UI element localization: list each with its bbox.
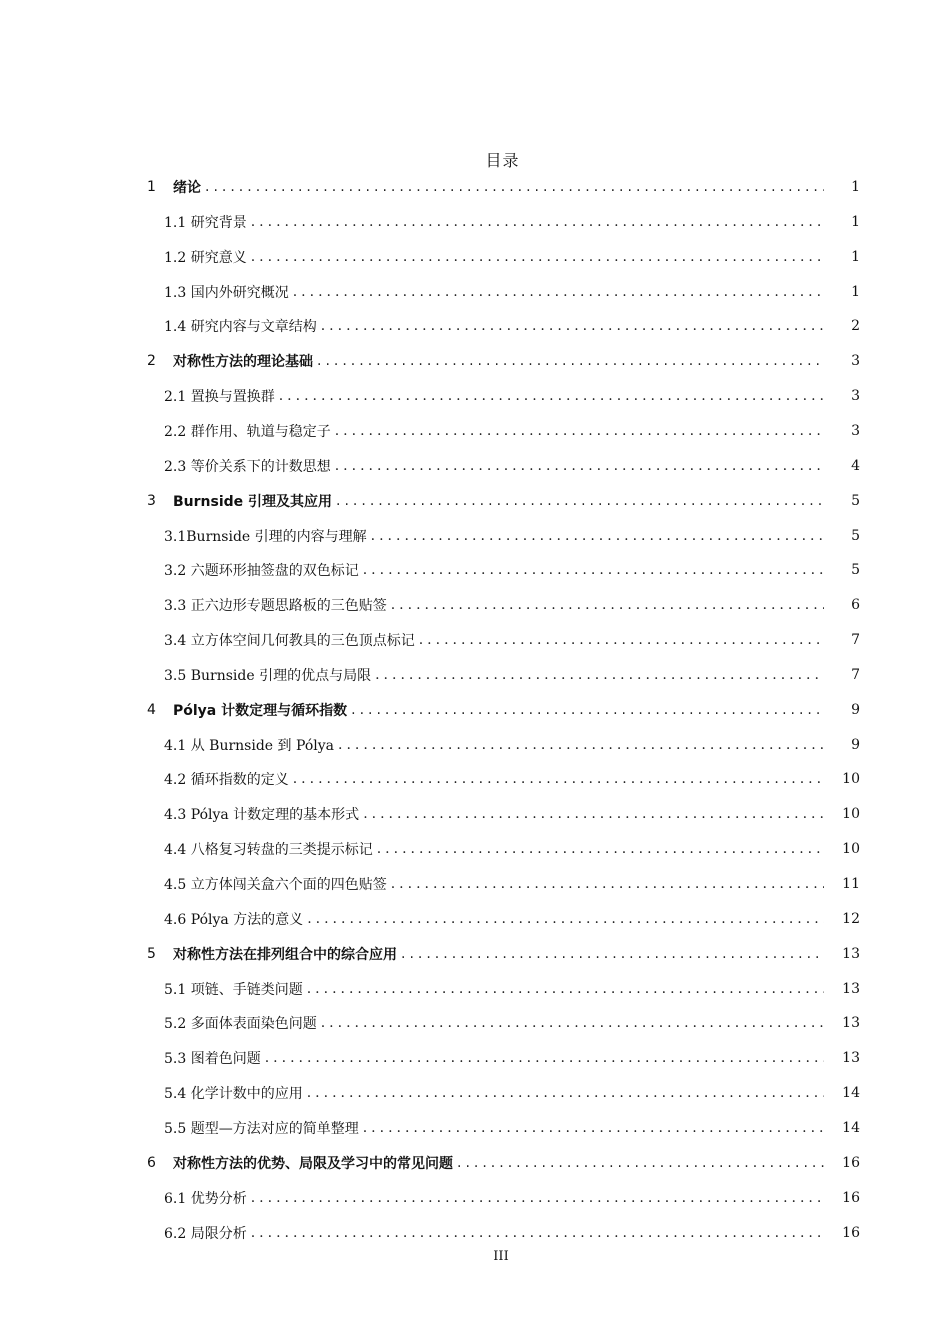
- toc-dot-leader: [251, 214, 828, 230]
- toc-dot-leader: [251, 1225, 828, 1241]
- toc-entry-line: [173, 484, 832, 518]
- toc-dot-leader: [338, 737, 828, 753]
- toc-entry-label: Pólya 计数定理与循环指数: [173, 702, 348, 719]
- toc-dot-leader: [351, 702, 828, 718]
- toc-section-entry: [0, 1111, 950, 1145]
- toc-page-number: 9: [824, 693, 860, 727]
- toc-section-entry: [0, 1041, 950, 1075]
- toc-entry-label: 2.3 等价关系下的计数思想: [164, 458, 331, 475]
- toc-chapter-number: 5: [147, 945, 156, 962]
- toc-section-entry: [0, 832, 950, 866]
- toc-entry-label: 对称性方法的优势、局限及学习中的常见问题: [173, 1155, 453, 1172]
- toc-section-entry: [0, 588, 950, 622]
- toc-section-entry: [0, 623, 950, 657]
- toc-entry-line: [164, 519, 832, 553]
- toc-page-number: 7: [824, 623, 860, 657]
- toc-section-entry: [0, 519, 950, 553]
- toc-entry-label: 对称性方法的理论基础: [173, 354, 313, 371]
- toc-dot-leader: [307, 1085, 828, 1101]
- toc-chapter-number: 1: [147, 179, 156, 195]
- toc-entry-line: [164, 623, 832, 657]
- toc-entry-line: [173, 1146, 832, 1180]
- toc-section-entry: [0, 449, 950, 483]
- toc-dot-leader: [363, 562, 828, 578]
- toc-dot-leader: [279, 388, 828, 404]
- toc-entry-line: [164, 728, 832, 762]
- toc-page-number: 2: [824, 309, 860, 343]
- toc-entry-line: [173, 344, 832, 378]
- toc-page-number: 13: [824, 1041, 860, 1075]
- toc-entry-label: 1.3 国内外研究概况: [164, 284, 289, 301]
- toc-entry-label: 3.1Burnside 引理的内容与理解: [164, 528, 367, 545]
- toc-chapter-number: 3: [147, 492, 156, 509]
- toc-chapter-number: 4: [147, 701, 156, 718]
- toc-page-number: 5: [824, 553, 860, 587]
- toc-entry-label: 4.1 从 Burnside 到 Pólya: [164, 737, 335, 754]
- toc-entry-label: 1.4 研究内容与文章结构: [164, 319, 317, 336]
- toc-page-number: 10: [824, 762, 860, 796]
- toc-section-entry: [0, 1006, 950, 1040]
- toc-entry-line: [164, 832, 832, 866]
- toc-entry-line: [164, 553, 832, 587]
- toc-entry-line: [164, 309, 832, 343]
- toc-dot-leader: [205, 179, 828, 195]
- toc-entry-line: [164, 275, 832, 309]
- toc-dot-leader: [371, 528, 828, 544]
- toc-page-number: 10: [824, 832, 860, 866]
- toc-entry-label: 3.5 Burnside 引理的优点与局限: [164, 667, 372, 684]
- toc-entry-line: [164, 902, 832, 936]
- toc-entry-label: Burnside 引理及其应用: [173, 493, 333, 510]
- toc-chapter-entry: [0, 937, 950, 971]
- toc-entry-label: 绪论: [173, 180, 201, 196]
- toc-dot-leader: [363, 1120, 828, 1136]
- toc-entry-label: 5.2 多面体表面染色问题: [164, 1016, 317, 1033]
- page-footer-number: III: [493, 1249, 509, 1264]
- toc-entry-label: 2.1 置换与置换群: [164, 389, 275, 406]
- toc-entry-line: [164, 205, 832, 239]
- toc-entry-label: 6.1 优势分析: [164, 1190, 247, 1207]
- toc-dot-leader: [457, 1155, 828, 1171]
- toc-chapter-number: 2: [147, 353, 156, 370]
- toc-entry-label: 2.2 群作用、轨道与稳定子: [164, 423, 331, 440]
- toc-page-number: 3: [824, 379, 860, 413]
- toc-page-number: 3: [824, 344, 860, 378]
- toc-dot-leader: [251, 249, 828, 265]
- toc-dot-leader: [317, 353, 828, 369]
- toc-dot-leader: [321, 318, 828, 334]
- toc-page-number: 5: [824, 519, 860, 553]
- toc-chapter-entry: [0, 1146, 950, 1180]
- toc-section-entry: [0, 309, 950, 343]
- toc-dot-leader: [391, 876, 828, 892]
- toc-page-number: 11: [824, 867, 860, 901]
- toc-entry-line: [164, 1111, 832, 1145]
- toc-entry-label: 4.3 Pólya 计数定理的基本形式: [164, 807, 360, 824]
- toc-title: 目录: [485, 151, 520, 170]
- toc-entry-label: 5.1 项链、手链类问题: [164, 981, 303, 998]
- toc-page-number: 10: [824, 797, 860, 831]
- toc-entry-line: [164, 972, 832, 1006]
- toc-entry-label: 5.4 化学计数中的应用: [164, 1086, 303, 1103]
- toc-section-entry: [0, 762, 950, 796]
- toc-dot-leader: [401, 946, 828, 962]
- toc-page-number: 16: [824, 1146, 860, 1180]
- toc-entry-line: [164, 414, 832, 448]
- toc-dot-leader: [377, 841, 828, 857]
- toc-entry-label: 3.3 正六边形专题思路板的三色贴签: [164, 598, 387, 615]
- toc-entry-line: [173, 937, 832, 971]
- toc-dot-leader: [293, 284, 828, 300]
- toc-entry-label: 5.5 题型—方法对应的简单整理: [164, 1120, 359, 1137]
- toc-entry-line: [164, 797, 832, 831]
- toc-entry-line: [164, 1076, 832, 1110]
- toc-chapter-entry: [0, 693, 950, 727]
- toc-section-entry: [0, 1216, 950, 1250]
- toc-entry-line: [164, 658, 832, 692]
- toc-entry-line: [164, 588, 832, 622]
- toc-dot-leader: [336, 493, 828, 509]
- toc-section-entry: [0, 797, 950, 831]
- toc-section-entry: [0, 275, 950, 309]
- toc-page-number: 1: [824, 240, 860, 274]
- toc-section-entry: [0, 205, 950, 239]
- toc-entry-label: 1.1 研究背景: [164, 214, 247, 231]
- toc-entry-line: [164, 1181, 832, 1215]
- toc-dot-leader: [251, 1190, 828, 1206]
- toc-page-number: 13: [824, 937, 860, 971]
- toc-entry-label: 4.5 立方体闯关盒六个面的四色贴签: [164, 877, 387, 893]
- toc-dot-leader: [391, 597, 828, 613]
- toc-entry-line: [173, 693, 832, 727]
- toc-entry-line: [164, 1006, 832, 1040]
- toc-page-number: 5: [824, 484, 860, 518]
- toc-dot-leader: [307, 981, 828, 997]
- toc-dot-leader: [335, 423, 828, 439]
- toc-entry-label: 4.4 八格复习转盘的三类提示标记: [164, 842, 373, 859]
- toc-dot-leader: [375, 667, 828, 683]
- toc-dot-leader: [419, 632, 828, 648]
- toc-page-number: 13: [824, 1006, 860, 1040]
- toc-section-entry: [0, 240, 950, 274]
- toc-page-number: 12: [824, 902, 860, 936]
- toc-page-number: 3: [824, 414, 860, 448]
- toc-section-entry: [0, 553, 950, 587]
- toc-section-entry: [0, 1181, 950, 1215]
- toc-chapter-number: 6: [147, 1154, 156, 1171]
- toc-entry-label: 4.6 Pólya 方法的意义: [164, 911, 304, 928]
- toc-section-entry: [0, 414, 950, 448]
- toc-entry-line: [164, 240, 832, 274]
- toc-page-number: 7: [824, 658, 860, 692]
- toc-page-number: 1: [824, 205, 860, 239]
- toc-dot-leader: [293, 771, 828, 787]
- toc-entry-label: 4.2 循环指数的定义: [164, 772, 289, 789]
- toc-section-entry: [0, 972, 950, 1006]
- toc-section-entry: [0, 658, 950, 692]
- toc-section-entry: [0, 902, 950, 936]
- toc-section-entry: [0, 728, 950, 762]
- toc-section-entry: [0, 1076, 950, 1110]
- toc-page-number: 16: [824, 1181, 860, 1215]
- toc-page-number: 9: [824, 728, 860, 762]
- toc-entry-label: 5.3 图着色问题: [164, 1051, 261, 1068]
- toc-dot-leader: [321, 1015, 828, 1031]
- toc-entry-line: [164, 379, 832, 413]
- toc-section-entry: [0, 867, 950, 901]
- toc-page-number: 16: [824, 1216, 860, 1250]
- toc-chapter-entry: [0, 344, 950, 378]
- toc-entry-line: [164, 1216, 832, 1250]
- toc-entry-label: 6.2 局限分析: [164, 1225, 247, 1242]
- toc-page-number: 4: [824, 449, 860, 483]
- toc-entry-label: 3.4 立方体空间几何教具的三色顶点标记: [164, 633, 415, 650]
- toc-page-number: 1: [824, 275, 860, 309]
- toc-dot-leader: [307, 911, 828, 927]
- toc-entry-line: [164, 449, 832, 483]
- toc-page-number: 14: [824, 1076, 860, 1110]
- toc-chapter-entry: [0, 170, 950, 204]
- toc-chapter-entry: [0, 484, 950, 518]
- toc-page-number: 14: [824, 1111, 860, 1145]
- toc-page-number: 13: [824, 972, 860, 1006]
- toc-entry-line: [164, 762, 832, 796]
- toc-section-entry: [0, 379, 950, 413]
- toc-dot-leader: [335, 458, 828, 474]
- toc-dot-leader: [363, 806, 828, 822]
- toc-entry-line: [173, 170, 832, 204]
- toc-entry-label: 1.2 研究意义: [164, 249, 247, 266]
- toc-page-number: 1: [824, 170, 860, 204]
- toc-entry-label: 对称性方法在排列组合中的综合应用: [173, 946, 397, 963]
- toc-entry-line: [164, 1041, 832, 1075]
- toc-entry-label: 3.2 六题环形抽签盘的双色标记: [164, 563, 359, 580]
- toc-entry-line: [164, 867, 832, 901]
- toc-page-number: 6: [824, 588, 860, 622]
- toc-dot-leader: [265, 1050, 828, 1066]
